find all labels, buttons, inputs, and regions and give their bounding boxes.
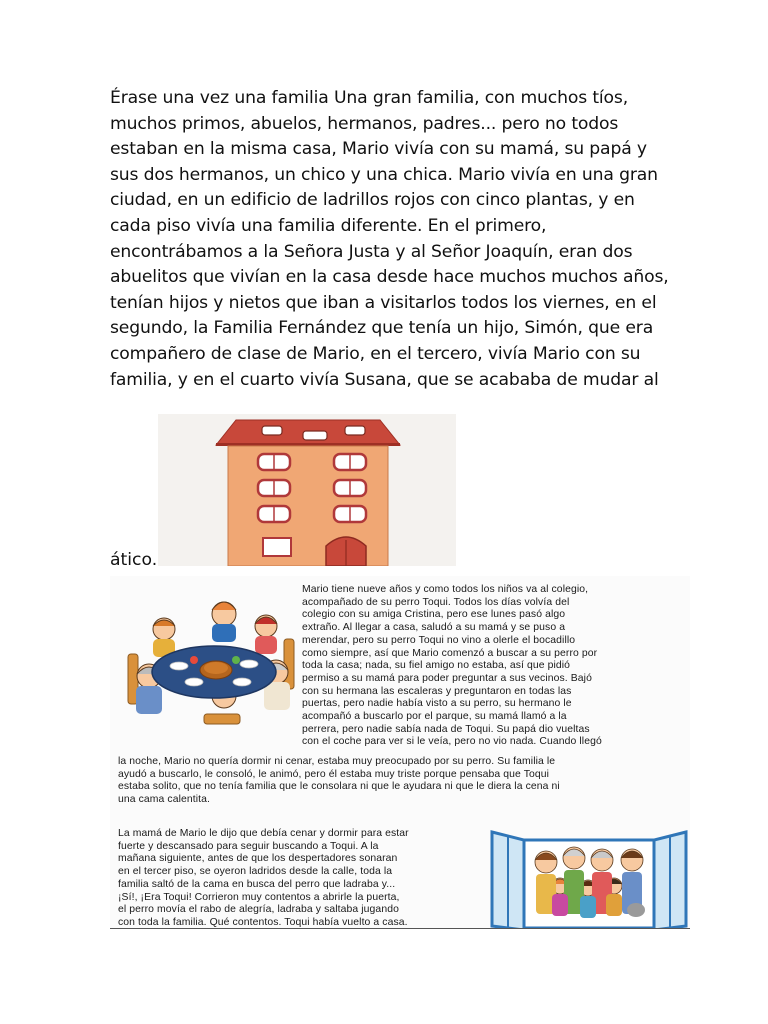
scan-line: Mario tiene nueve años y como todos los niños va al colegio,: [302, 584, 589, 595]
scan-line: acompañado de su perro Toqui. Todos los días volvía del: [302, 596, 570, 608]
story-line: abuelitos que vivían en la casa desde hace muchos muchos años,: [110, 267, 669, 288]
scan-line: ayudó a buscarlo, le consoló, le animó, pero él estaba muy triste porque pensaba que Toqui: [118, 768, 550, 780]
scan-line: colegio con su amiga Cristina, pero ese lunes pasó algo: [302, 609, 566, 621]
story-line: encontrábamos a la Señora Justa y al Señor Joaquín, eran dos: [110, 241, 633, 262]
scan-paragraph-3: [118, 828, 490, 929]
scan-line: acompañó a buscarlo por el parque, su mamá llamó a la: [302, 711, 567, 723]
scan-line: La mamá de Mario le dijo que debía cenar y dormir para estar: [118, 828, 409, 839]
story-line: sus dos hermanos, un chico y una chica. Mario vivía en una gran: [110, 164, 658, 185]
scan-line: ¡Sí!, ¡Era Toqui! Corrieron muy contentos a abrirle la puerta,: [118, 891, 400, 903]
story-line: estaban en la misma casa, Mario vivía con su mamá, su papá y: [110, 139, 647, 160]
scan-line: el perro movía el rabo de alegría, ladraba y saltaba jugando: [118, 904, 399, 916]
building-icon: [158, 414, 456, 566]
scan-line: permiso a su mamá para poder preguntar a sus vecinos. Bajó: [302, 672, 592, 684]
scan-line: puertas, pero nadie había visto a su perro, su hermano le: [302, 698, 572, 710]
scan-line: merendar, pero su perro Toqui no vino a olerle el bocadillo: [302, 634, 576, 646]
scan-line: toda la casa; nada, su fiel amigo no estaba, así que pidió: [302, 660, 571, 672]
scan-line: perrera, pero nadie sabía nada de Toqui. Su papá dio vueltas: [302, 723, 590, 735]
story-line: muchos primos, abuelos, hermanos, padres... pero no todos: [110, 113, 619, 134]
story-line: familia, y en el cuarto vivía Susana, que se acababa de mudar al: [110, 369, 659, 390]
story-last-word: ático.: [110, 550, 158, 570]
scan-paragraph-2: [118, 756, 686, 807]
scan-line: estaba solito, que no tenía familia que le consolara ni que le ayudara ni que le diera la cena ni: [118, 781, 560, 793]
story-line: ciudad, en un edificio de ladrillos rojos con cinco plantas, y en: [110, 190, 635, 211]
scan-line: extraño. Al llegar a casa, saludó a su mamá y se puso a: [302, 622, 566, 634]
building-illustration: [158, 414, 456, 566]
family-window-illustration: [490, 830, 688, 929]
story-line: compañero de clase de Mario, en el tercero, vivía Mario con su: [110, 343, 641, 364]
scan-line: fuerte y descansado para seguir buscando a Toqui. A la: [118, 840, 379, 852]
story-paragraph: [110, 86, 670, 393]
scan-line: en el tercer piso, se oyeron ladridos desde la calle, toda la: [118, 866, 393, 878]
scan-line: con el coche para ver si le veía, pero no vio nada. Cuando llegó: [302, 736, 602, 748]
scan-paragraph-1: [302, 584, 680, 749]
story-line: tenían hijos y nietos que iban a visitarlos todos los viernes, en el: [110, 292, 657, 313]
scan-line: familia saltó de la cama en busca del perro que ladraba y...: [118, 878, 396, 890]
scan-line: con su hermana las escaleras y preguntaron en todas las: [302, 685, 572, 697]
scan-line: como siempre, así que Mario comenzó a buscar a su perro por: [302, 647, 598, 659]
story-line: segundo, la Familia Fernández que tenía un hijo, Simón, que era: [110, 318, 654, 339]
scan-line: la noche, Mario no quería dormir ni cenar, estaba muy preocupado por su perro. Su familia le: [118, 756, 556, 767]
family-dinner-illustration: [124, 584, 302, 749]
scan-line: mañana siguiente, antes de que los despertadores sonaran: [118, 853, 398, 865]
scan-line: con toda la familia. Qué contentos. Toqui había vuelto a casa.: [118, 916, 408, 928]
scan-line: una cama calentita.: [118, 794, 211, 806]
scan-bottom-border: [110, 928, 690, 929]
scanned-story-image: [110, 576, 690, 929]
story-line: Érase una vez una familia Una gran familia, con muchos tíos,: [110, 88, 629, 108]
story-line: cada piso vivía una familia diferente. En el primero,: [110, 215, 547, 236]
